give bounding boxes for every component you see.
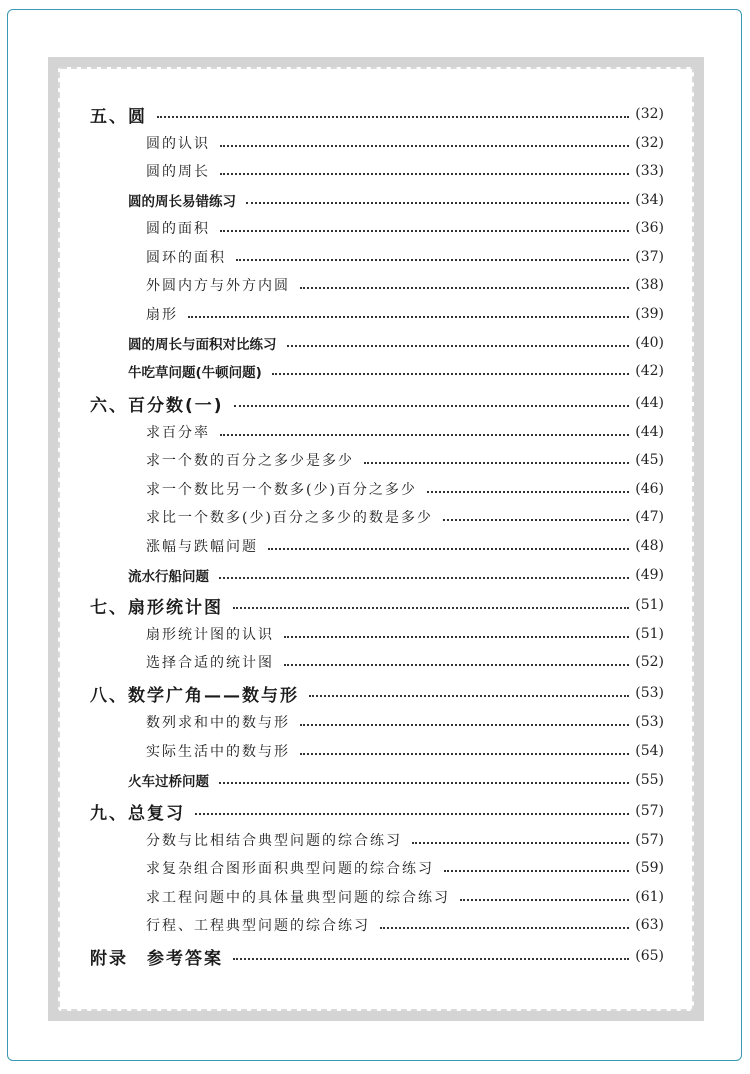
toc-page-number: (33) [635, 163, 664, 179]
toc-section [146, 828, 664, 852]
toc-title: 火车过桥问题 [128, 774, 209, 790]
toc-title: 扇形 [146, 307, 178, 323]
toc-page-number: (63) [635, 917, 664, 933]
toc-title: 流水行船问题 [128, 569, 209, 585]
toc-page-number: (57) [635, 803, 664, 819]
toc-title: 求复杂组合图形面积典型问题的综合练习 [146, 861, 434, 877]
toc-title: 圆的周长易错练习 [128, 194, 236, 210]
toc-page-number: (44) [635, 395, 664, 411]
toc-chapter [90, 799, 664, 823]
toc-page-number: (39) [635, 306, 664, 322]
dot-leader [460, 899, 629, 901]
toc-section [146, 505, 664, 529]
dot-leader [272, 373, 629, 375]
toc-section [146, 913, 664, 937]
toc-page-number: (47) [635, 509, 664, 525]
toc-title: 求一个数比另一个数多(少)百分之多少 [146, 482, 417, 498]
toc-page-number: (65) [635, 948, 664, 964]
toc-section [146, 448, 664, 472]
toc-section [146, 534, 664, 558]
dot-leader [236, 259, 629, 261]
dot-leader [444, 870, 629, 872]
toc-title: 外圆内方与外方内圆 [146, 278, 290, 294]
toc-section [146, 131, 664, 155]
toc-title: 圆的周长与面积对比练习 [128, 337, 277, 353]
toc-chapter [90, 593, 664, 617]
dot-leader [412, 842, 629, 844]
toc-exercise [128, 768, 664, 792]
toc-exercise [128, 188, 664, 212]
dot-leader [220, 230, 629, 232]
toc-section [146, 885, 664, 909]
toc-title: 五、圆 [90, 106, 147, 127]
toc-page-number: (48) [635, 538, 664, 554]
toc-page-number: (59) [635, 860, 664, 876]
toc-chapter [90, 944, 664, 968]
dot-leader [284, 636, 629, 638]
dot-leader [233, 607, 629, 609]
toc-title: 求百分率 [146, 425, 210, 441]
toc-page-number: (38) [635, 277, 664, 293]
toc-section [146, 477, 664, 501]
dot-leader [233, 958, 629, 960]
toc-page-number: (53) [635, 685, 664, 701]
dot-leader [195, 813, 629, 815]
toc-chapter [90, 391, 664, 415]
toc-title: 涨幅与跌幅问题 [146, 539, 258, 555]
toc-page-number: (55) [635, 772, 664, 788]
toc-title: 扇形统计图的认识 [146, 627, 274, 643]
toc-page-number: (61) [635, 889, 664, 905]
dot-leader [300, 287, 629, 289]
dot-leader [300, 724, 629, 726]
toc-page-number: (46) [635, 481, 664, 497]
toc-title: 牛吃草问题(牛顿问题) [128, 365, 262, 381]
dot-leader [284, 664, 629, 666]
toc-page-number: (49) [635, 567, 664, 583]
dot-leader [309, 695, 629, 697]
toc-title: 数列求和中的数与形 [146, 715, 290, 731]
toc-title: 七、扇形统计图 [90, 597, 223, 618]
dot-leader [188, 316, 629, 318]
toc-title: 求比一个数多(少)百分之多少的数是多少 [146, 510, 433, 526]
toc-section [146, 302, 664, 326]
toc-page-number: (51) [635, 597, 664, 613]
toc-exercise [128, 359, 664, 383]
toc-title: 圆的周长 [146, 164, 210, 180]
toc-section [146, 856, 664, 880]
dot-leader [220, 434, 629, 436]
toc-chapter [90, 102, 664, 126]
toc-page-number: (54) [635, 743, 664, 759]
toc-title: 圆环的面积 [146, 250, 226, 266]
toc-chapter [90, 681, 664, 705]
toc-page-number: (45) [635, 452, 664, 468]
toc-title: 实际生活中的数与形 [146, 744, 290, 760]
toc-section [146, 245, 664, 269]
dot-leader [219, 577, 629, 579]
toc-title: 选择合适的统计图 [146, 655, 274, 671]
dot-leader [443, 519, 629, 521]
toc-title: 圆的面积 [146, 221, 210, 237]
toc-page-number: (44) [635, 424, 664, 440]
dot-leader [246, 202, 629, 204]
toc-title: 求工程问题中的具体量典型问题的综合练习 [146, 890, 450, 906]
dot-leader [364, 462, 629, 464]
toc-section [146, 650, 664, 674]
toc-page-number: (37) [635, 249, 664, 265]
dot-leader [220, 145, 629, 147]
toc-title: 八、数学广角——数与形 [90, 685, 299, 706]
toc-page-number: (52) [635, 654, 664, 670]
toc-section [146, 159, 664, 183]
dot-leader [268, 548, 629, 550]
dot-leader [427, 491, 629, 493]
toc-title: 附录 参考答案 [90, 948, 223, 969]
toc-page-number: (36) [635, 220, 664, 236]
toc-title: 求一个数的百分之多少是多少 [146, 453, 354, 469]
toc-section [146, 622, 664, 646]
toc-exercise [128, 331, 664, 355]
toc-exercise [128, 563, 664, 587]
toc-page-number: (53) [635, 714, 664, 730]
toc-section [146, 273, 664, 297]
toc-section [146, 710, 664, 734]
toc-title: 六、百分数(一) [90, 395, 224, 416]
toc-page-number: (32) [635, 106, 664, 122]
toc-title: 行程、工程典型问题的综合练习 [146, 918, 370, 934]
dot-leader [234, 405, 630, 407]
toc-section [146, 216, 664, 240]
dot-leader [157, 116, 629, 118]
toc-page-number: (40) [635, 335, 664, 351]
dot-leader [300, 753, 629, 755]
dot-leader [380, 927, 629, 929]
toc-page-number: (32) [635, 135, 664, 151]
dot-leader [287, 345, 630, 347]
toc-title: 九、总复习 [90, 803, 185, 824]
toc-section [146, 739, 664, 763]
toc-title: 圆的认识 [146, 136, 210, 152]
toc-page-number: (57) [635, 832, 664, 848]
toc-title: 分数与比相结合典型问题的综合练习 [146, 833, 402, 849]
dot-leader [219, 782, 629, 784]
dot-leader [220, 173, 629, 175]
toc-page-number: (51) [635, 626, 664, 642]
toc-section [146, 420, 664, 444]
toc-page-number: (42) [635, 363, 664, 379]
toc-page-number: (34) [635, 192, 664, 208]
